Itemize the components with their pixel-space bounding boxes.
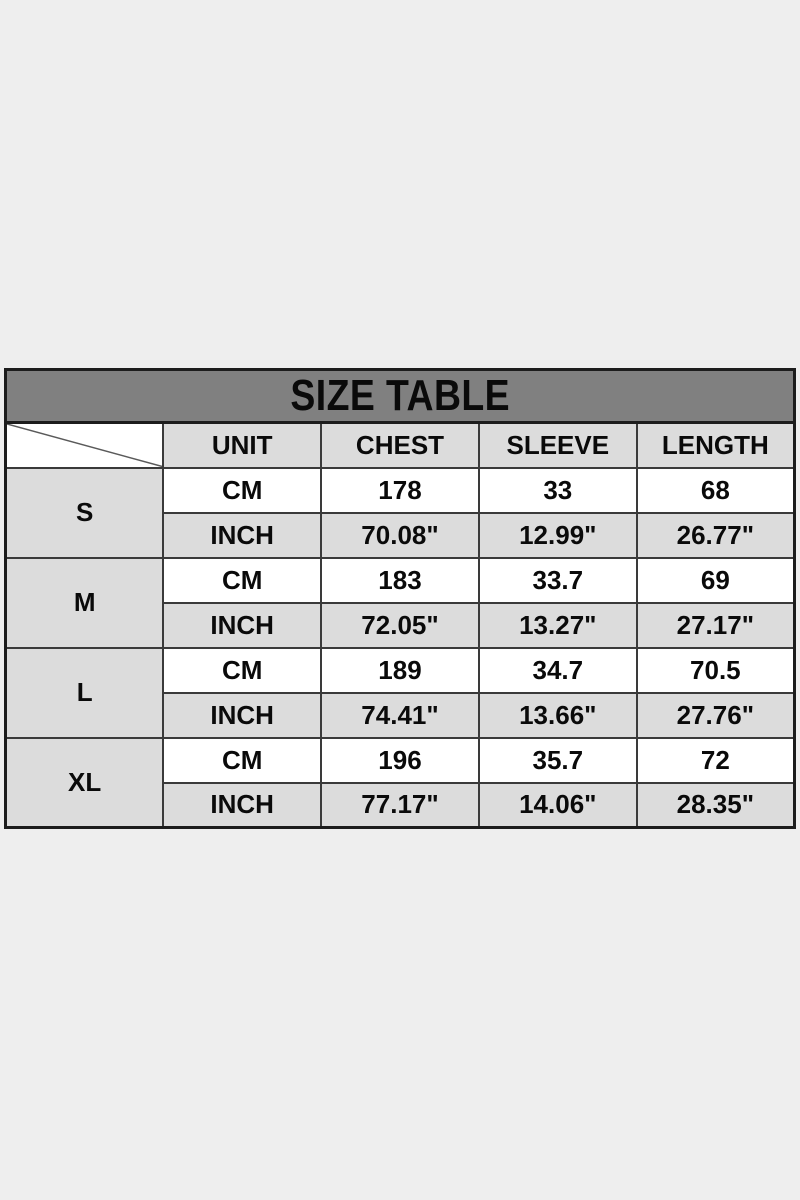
unit-cell: CM [163, 648, 321, 693]
unit-cell: INCH [163, 783, 321, 828]
value-cell: 69 [637, 558, 795, 603]
col-header-chest: CHEST [321, 423, 479, 468]
table-row-l-cm [6, 648, 795, 693]
value-cell: 72 [637, 738, 795, 783]
unit-cell: INCH [163, 513, 321, 558]
value-cell: 28.35" [637, 783, 795, 828]
value-cell: 33 [479, 468, 637, 513]
unit-cell: CM [163, 738, 321, 783]
value-cell: 183 [321, 558, 479, 603]
value-cell: 13.27" [479, 603, 637, 648]
value-cell: 72.05" [321, 603, 479, 648]
value-cell: 189 [321, 648, 479, 693]
value-cell: 74.41" [321, 693, 479, 738]
size-table [4, 368, 796, 829]
size-table-title: SIZE TABLE [290, 371, 510, 420]
unit-cell: CM [163, 558, 321, 603]
col-header-unit: UNIT [163, 423, 321, 468]
table-row-s-cm [6, 468, 795, 513]
unit-cell: INCH [163, 603, 321, 648]
value-cell: 27.17" [637, 603, 795, 648]
diagonal-header-cell [6, 423, 164, 468]
size-cell-l: L [6, 648, 164, 738]
value-cell: 33.7 [479, 558, 637, 603]
value-cell: 70.5 [637, 648, 795, 693]
table-row-xl-cm [6, 738, 795, 783]
table-row-m-cm [6, 558, 795, 603]
size-table-title-band [4, 368, 796, 421]
size-table-grid [4, 421, 796, 829]
value-cell: 70.08" [321, 513, 479, 558]
col-header-sleeve: SLEEVE [479, 423, 637, 468]
value-cell: 35.7 [479, 738, 637, 783]
size-cell-s: S [6, 468, 164, 558]
size-cell-m: M [6, 558, 164, 648]
value-cell: 26.77" [637, 513, 795, 558]
header-row [6, 423, 795, 468]
size-cell-xl: XL [6, 738, 164, 828]
value-cell: 12.99" [479, 513, 637, 558]
value-cell: 77.17" [321, 783, 479, 828]
value-cell: 34.7 [479, 648, 637, 693]
value-cell: 13.66" [479, 693, 637, 738]
col-header-length: LENGTH [637, 423, 795, 468]
value-cell: 196 [321, 738, 479, 783]
value-cell: 27.76" [637, 693, 795, 738]
unit-cell: CM [163, 468, 321, 513]
unit-cell: INCH [163, 693, 321, 738]
diagonal-line [7, 424, 162, 467]
value-cell: 178 [321, 468, 479, 513]
value-cell: 14.06" [479, 783, 637, 828]
value-cell: 68 [637, 468, 795, 513]
